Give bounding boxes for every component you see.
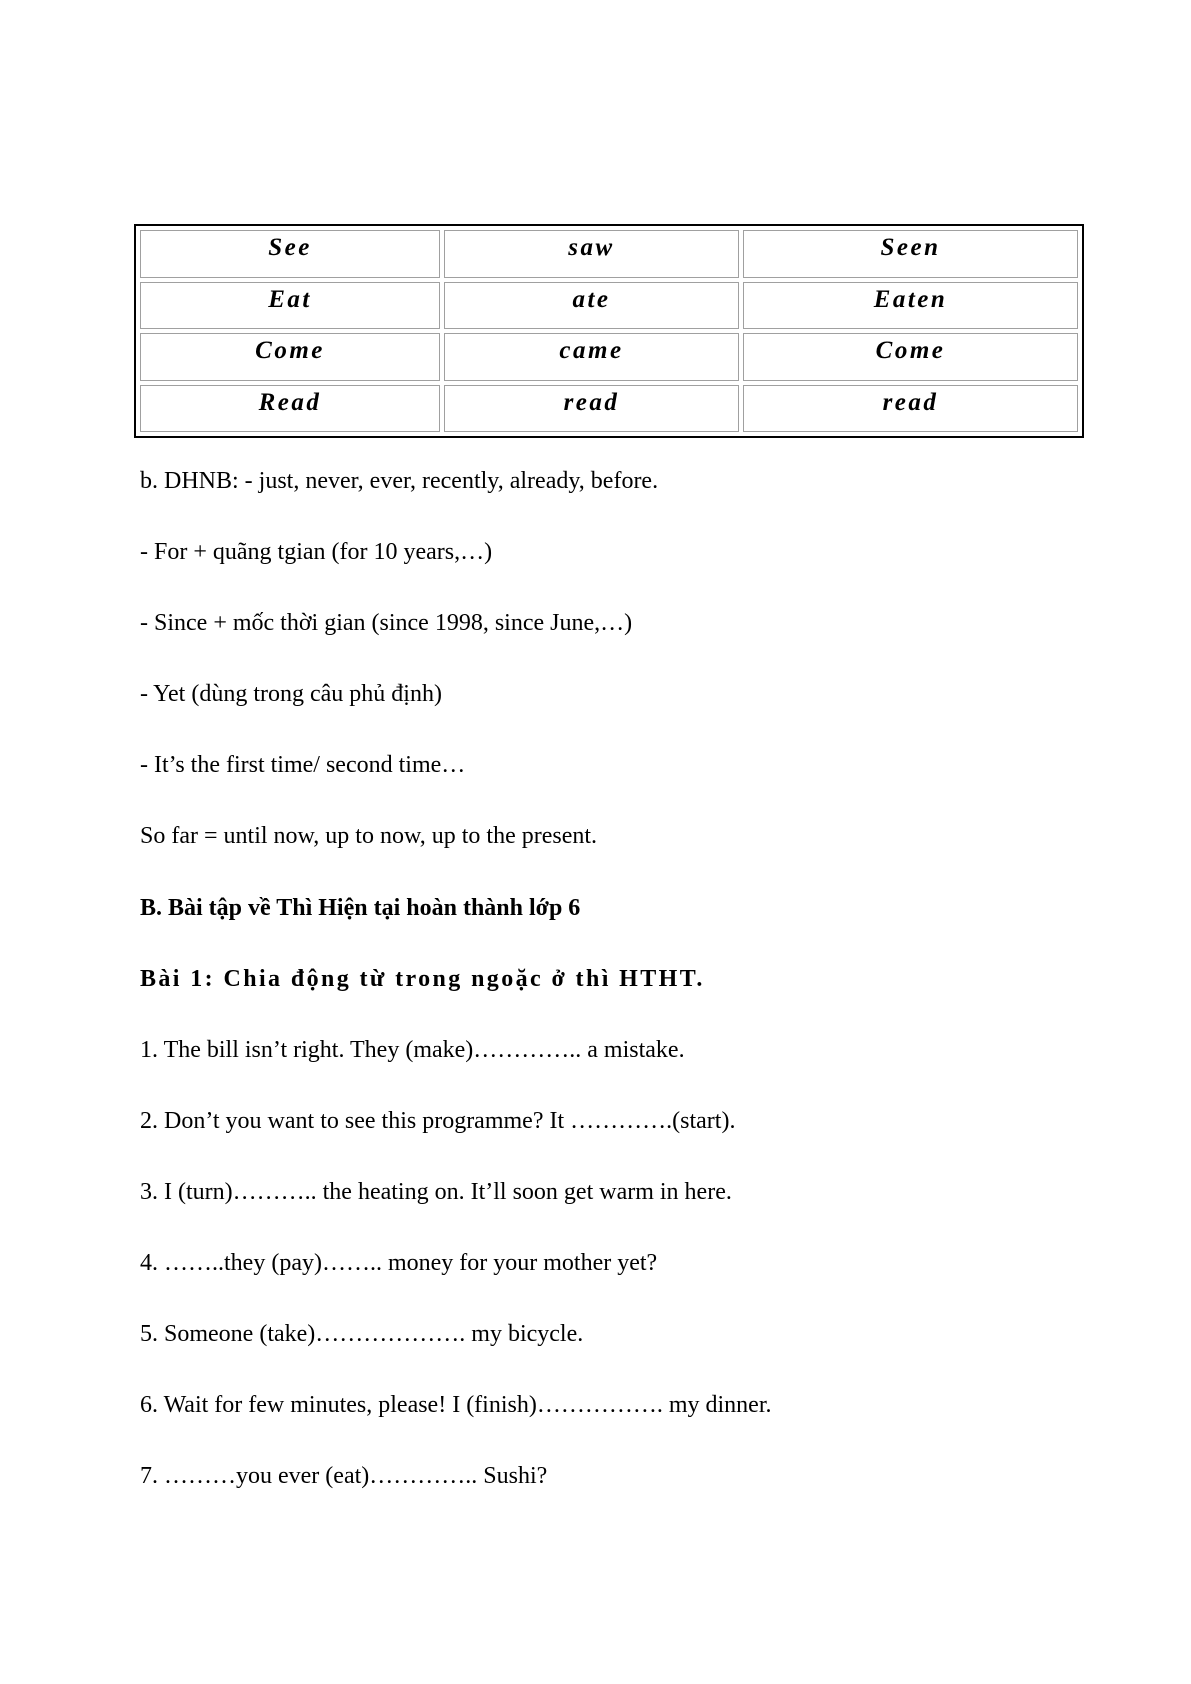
exercise-item: 1. The bill isn’t right. They (make)………….. a mistake. [140, 1037, 685, 1063]
table-cell-past: saw [444, 230, 739, 278]
table-cell-participle: Seen [743, 230, 1078, 278]
table-cell-participle: Come [743, 333, 1078, 381]
exercise-item: 3. I (turn)……….. the heating on. It’ll soon get warm in here. [140, 1179, 732, 1205]
table-row [140, 333, 1078, 381]
table-cell-participle: Eaten [743, 282, 1078, 330]
exercise-item: 5. Someone (take)………………. my bicycle. [140, 1321, 584, 1347]
exercise-item: 6. Wait for few minutes, please! I (finish)……………. my dinner. [140, 1392, 772, 1418]
signal-words-line: b. DHNB: - just, never, ever, recently, already, before. [140, 468, 659, 494]
exercise-title: Bài 1: Chia động từ trong ngoặc ở thì HTHT. [140, 966, 705, 992]
table-cell-base: See [140, 230, 440, 278]
table-cell-base: Come [140, 333, 440, 381]
exercise-item: 2. Don’t you want to see this programme? It ………….(start). [140, 1108, 736, 1134]
section-heading: B. Bài tập về Thì Hiện tại hoàn thành lớp 6 [140, 895, 581, 921]
table-row [140, 282, 1078, 330]
table-cell-participle: read [743, 385, 1078, 433]
signal-yet-line: - Yet (dùng trong câu phủ định) [140, 681, 442, 707]
table-cell-past: ate [444, 282, 739, 330]
table-row [140, 230, 1078, 278]
table-row [140, 385, 1078, 433]
signal-since-line: - Since + mốc thời gian (since 1998, since June,…) [140, 610, 633, 636]
exercise-item: 7. ………you ever (eat)………….. Sushi? [140, 1463, 548, 1489]
signal-for-line: - For + quãng tgian (for 10 years,…) [140, 539, 493, 565]
irregular-verb-table [134, 224, 1084, 438]
exercise-item: 4. ……..they (pay)…….. money for your mother yet? [140, 1250, 658, 1276]
signal-first-time-line: - It’s the first time/ second time… [140, 752, 466, 778]
table-cell-past: read [444, 385, 739, 433]
table-cell-past: came [444, 333, 739, 381]
signal-so-far-line: So far = until now, up to now, up to the present. [140, 823, 598, 849]
table-cell-base: Eat [140, 282, 440, 330]
table-cell-base: Read [140, 385, 440, 433]
